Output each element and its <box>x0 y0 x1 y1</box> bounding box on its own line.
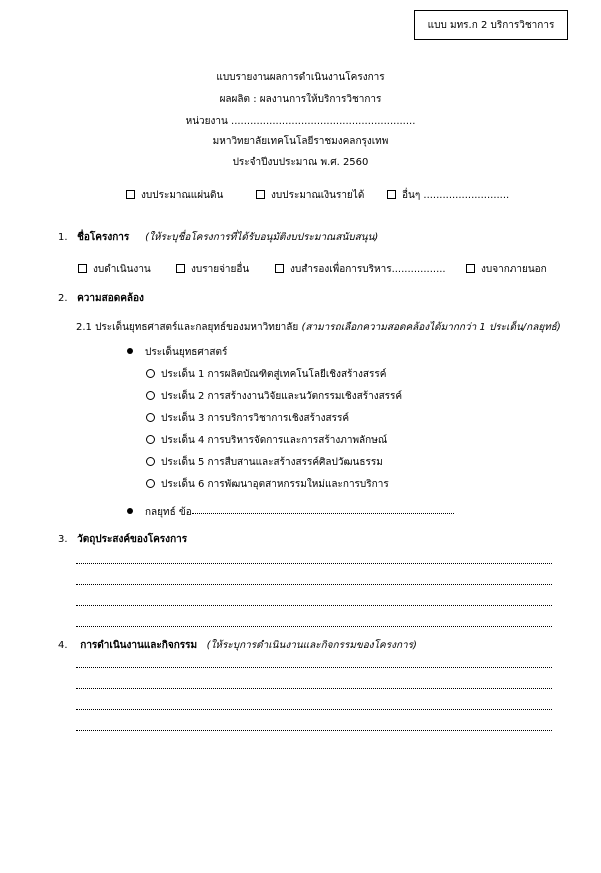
budget-option-revenue[interactable]: งบประมาณเงินรายได้ <box>256 188 364 203</box>
university-name: มหาวิทยาลัยเทคโนโลยีราชมงคลกรุงเทพ <box>212 136 389 147</box>
radio-icon[interactable] <box>146 369 155 378</box>
strategy-option-2[interactable]: ประเด็น 2 การสร้างงานวิจัยและนวัตกรรมเชิงสร้างสรรค์ <box>146 389 402 404</box>
output-line: ผลผลิต : ผลงานการให้บริการวิชาการ <box>219 94 382 105</box>
checkbox-icon[interactable] <box>256 190 265 199</box>
checkbox-icon[interactable] <box>176 264 185 273</box>
checkbox-icon[interactable] <box>275 264 284 273</box>
fund-option-reserve[interactable]: งบสำรองเพื่อการบริหาร................. <box>275 262 446 277</box>
strategy-option-6[interactable]: ประเด็น 6 การพัฒนาอุตสาหกรรมใหม่และการบริการ <box>146 477 389 492</box>
section2-1-label: 2.1 ประเด็นยุทธศาสตร์และกลยุทธ์ของมหาวิทยาลัย <box>76 322 299 333</box>
strategy-option-4[interactable]: ประเด็น 4 การบริหารจัดการและการสร้างภาพลักษณ์ <box>146 433 387 448</box>
section1-heading: 1. ชื่อโครงการ (ให้ระบุชื่อโครงการที่ได้รับอนุมัติงบประมาณสนับสนุน) <box>58 232 379 243</box>
form-code-text: แบบ มทร.ก 2 บริการวิชาการ <box>427 19 555 31</box>
fiscal-year: ประจำปีงบประมาณ พ.ศ. 2560 <box>232 157 369 168</box>
activity-line-3[interactable] <box>76 709 552 710</box>
bullet-icon <box>127 348 133 354</box>
radio-icon[interactable] <box>146 479 155 488</box>
activity-line-4[interactable] <box>76 730 552 731</box>
department-line: หน่วยงาน .......................................................... <box>185 116 416 127</box>
section3-title: วัตถุประสงค์ของโครงการ <box>77 534 188 545</box>
checkbox-icon[interactable] <box>466 264 475 273</box>
section2-heading: 2. ความสอดคล้อง <box>58 293 144 304</box>
objective-line-3[interactable] <box>76 605 552 606</box>
checkbox-icon[interactable] <box>126 190 135 199</box>
fund-option-operating[interactable]: งบดำเนินงาน <box>78 262 151 277</box>
fund-option-other-expense[interactable]: งบรายจ่ายอื่น <box>176 262 249 277</box>
budget-option-national[interactable]: งบประมาณแผ่นดิน <box>126 188 223 203</box>
section4-title: การดำเนินงานและกิจกรรม <box>80 640 198 651</box>
objective-line-1[interactable] <box>76 563 552 564</box>
budget-option-other[interactable]: อื่นๆ ........................... <box>387 188 509 203</box>
strategy-heading: ประเด็นยุทธศาสตร์ <box>127 345 227 360</box>
tactic-input-line[interactable] <box>192 513 454 514</box>
activity-line-2[interactable] <box>76 688 552 689</box>
section1-note: (ให้ระบุชื่อโครงการที่ได้รับอนุมัติงบประมาณสนับสนุน) <box>145 232 379 243</box>
section2-1 <box>76 320 561 335</box>
section3-heading: 3. วัตถุประสงค์ของโครงการ <box>58 534 188 545</box>
strategy-option-1[interactable]: ประเด็น 1 การผลิตบัณฑิตสู่เทคโนโลยีเชิงสร้างสรรค์ <box>146 367 386 382</box>
bullet-icon <box>127 508 133 514</box>
radio-icon[interactable] <box>146 457 155 466</box>
tactic-line <box>127 505 454 520</box>
checkbox-icon[interactable] <box>387 190 396 199</box>
form-code-box <box>414 10 568 40</box>
report-title: แบบรายงานผลการดำเนินงานโครงการ <box>216 72 385 83</box>
objective-line-2[interactable] <box>76 584 552 585</box>
strategy-option-5[interactable]: ประเด็น 5 การสืบสานและสร้างสรรค์ศิลปวัฒนธรรม <box>146 455 383 470</box>
section1-title: ชื่อโครงการ <box>77 232 130 243</box>
fund-option-external[interactable]: งบจากภายนอก <box>466 262 547 277</box>
objective-line-4[interactable] <box>76 626 552 627</box>
section4-note: (ให้ระบุการดำเนินงานและกิจกรรมของโครงการ) <box>206 640 417 651</box>
activity-line-1[interactable] <box>76 667 552 668</box>
section4-heading: 4. การดำเนินงานและกิจกรรม (ให้ระบุการดำเนินงานและกิจกรรมของโครงการ) <box>58 640 417 651</box>
section2-title: ความสอดคล้อง <box>77 293 144 304</box>
strategy-option-3[interactable]: ประเด็น 3 การบริการวิชาการเชิงสร้างสรรค์ <box>146 411 349 426</box>
checkbox-icon[interactable] <box>78 264 87 273</box>
radio-icon[interactable] <box>146 391 155 400</box>
tactic-label: กลยุทธ์ ข้อ <box>145 507 192 518</box>
radio-icon[interactable] <box>146 413 155 422</box>
section2-1-note: (สามารถเลือกความสอดคล้องได้มากกว่า 1 ประเด็น/กลยุทธ์) <box>301 322 561 333</box>
radio-icon[interactable] <box>146 435 155 444</box>
